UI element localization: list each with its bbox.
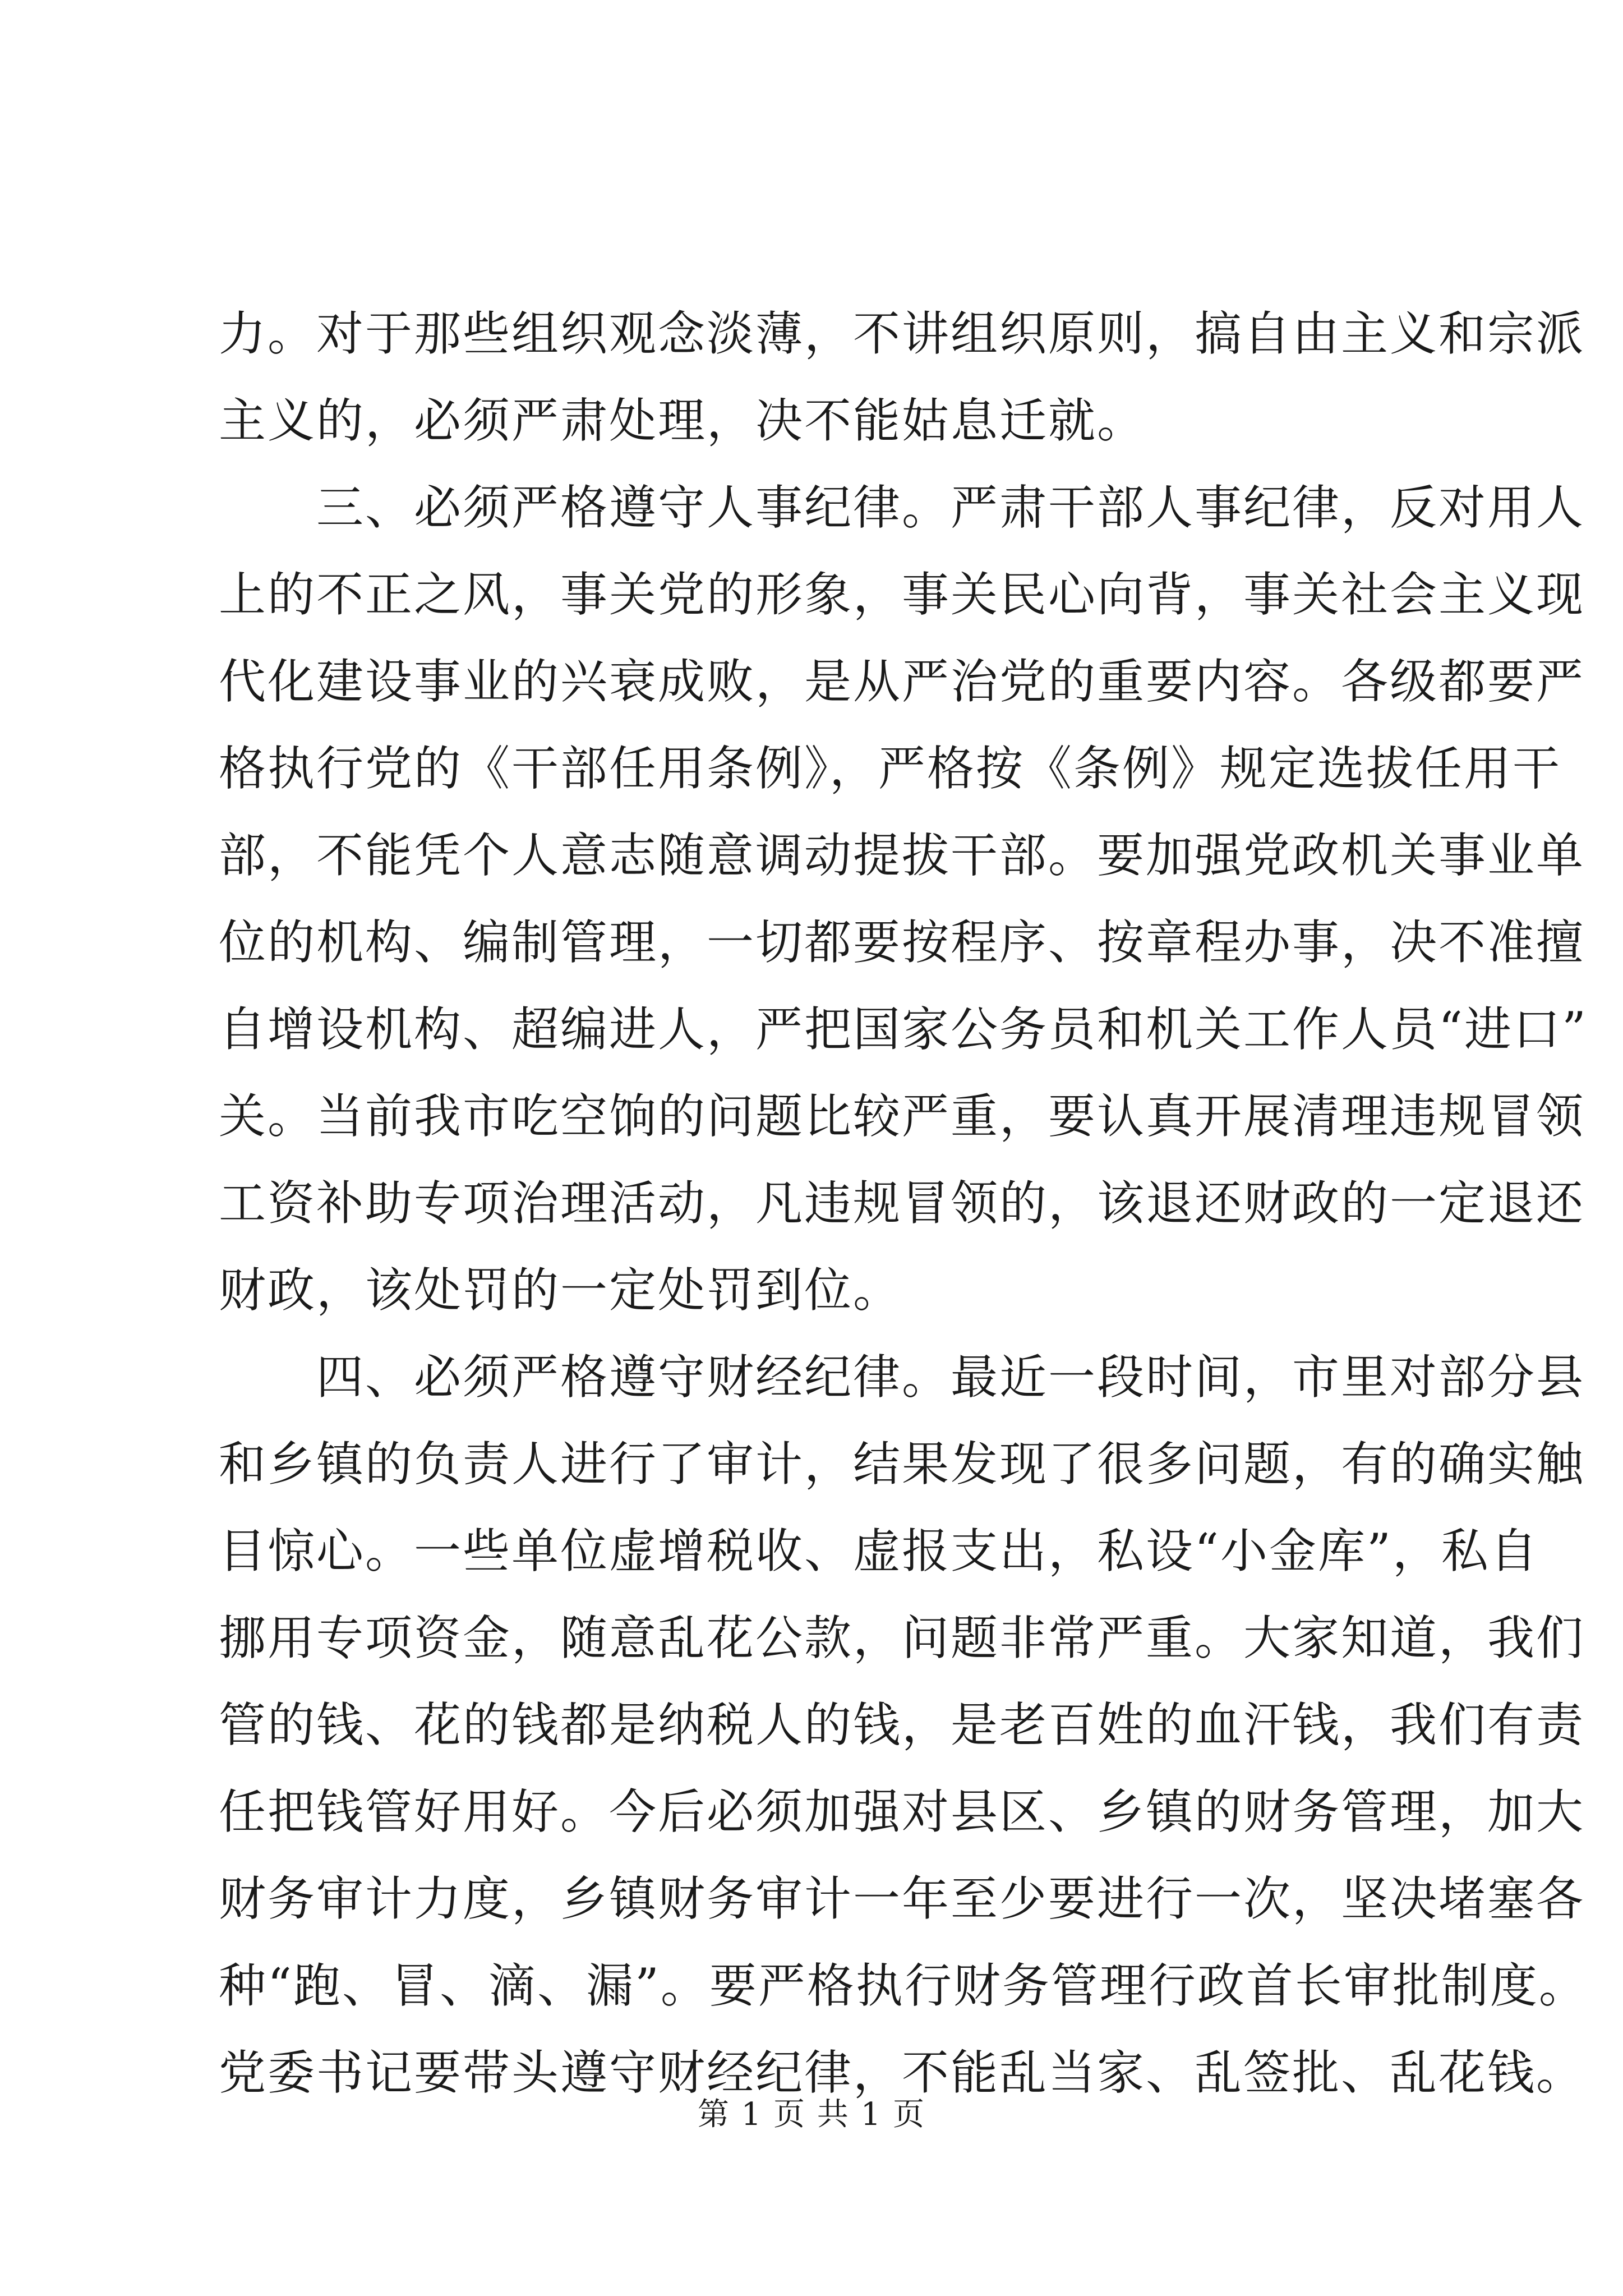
text-line: 关。当前我市吃空饷的问题比较严重，要认真开展清理违规冒领 bbox=[219, 1089, 1585, 1144]
text-line: 力。对于那些组织观念淡薄，不讲组织原则，搞自由主义和宗派 bbox=[219, 306, 1585, 361]
text-line: 主义的，必须严肃处理，决不能姑息迁就。 bbox=[219, 393, 1146, 448]
text-line: 财政，该处罚的一定处罚到位。 bbox=[219, 1263, 902, 1318]
text-line: 党委书记要带头遵守财经纪律，不能乱当家、乱签批、乱花钱。 bbox=[219, 2045, 1585, 2100]
text-line: 位的机构、编制管理，一切都要按程序、按章程办事，决不准擅 bbox=[219, 915, 1585, 970]
text-line: 四、必须严格遵守财经纪律。最近一段时间，市里对部分县 bbox=[219, 1350, 1585, 1405]
text-line: 工资补助专项治理活动，凡违规冒领的，该退还财政的一定退还 bbox=[219, 1176, 1585, 1231]
text-line: 财务审计力度，乡镇财务审计一年至少要进行一次，坚决堵塞各 bbox=[219, 1871, 1585, 1926]
page-number-footer: 第 1 页 共 1 页 bbox=[697, 2096, 926, 2133]
text-line: 格执行党的《干部任用条例》，严格按《条例》规定选拔任用干 bbox=[219, 741, 1562, 796]
text-line: 部，不能凭个人意志随意调动提拔干部。要加强党政机关事业单 bbox=[219, 828, 1585, 883]
text-line: 管的钱、花的钱都是纳税人的钱，是老百姓的血汗钱，我们有责 bbox=[219, 1697, 1585, 1752]
text-line: 自增设机构、超编进人，严把国家公务员和机关工作人员“进口” bbox=[219, 1002, 1588, 1057]
text-line: 代化建设事业的兴衰成败，是从严治党的重要内容。各级都要严 bbox=[219, 654, 1585, 709]
text-line: 上的不正之风，事关党的形象，事关民心向背，事关社会主义现 bbox=[219, 567, 1585, 622]
text-line: 目惊心。一些单位虚增税收、虚报支出，私设“小金库”，私自 bbox=[219, 1524, 1539, 1579]
text-line: 种“跑、冒、滴、漏”。要严格执行财务管理行政首长审批制度。 bbox=[219, 1958, 1588, 2013]
text-line: 任把钱管好用好。今后必须加强对县区、乡镇的财务管理，加大 bbox=[219, 1784, 1585, 1839]
text-line: 和乡镇的负责人进行了审计，结果发现了很多问题，有的确实触 bbox=[219, 1437, 1585, 1492]
text-line: 三、必须严格遵守人事纪律。严肃干部人事纪律，反对用人 bbox=[219, 480, 1585, 535]
text-line: 挪用专项资金，随意乱花公款，问题非常严重。大家知道，我们 bbox=[219, 1611, 1585, 1665]
